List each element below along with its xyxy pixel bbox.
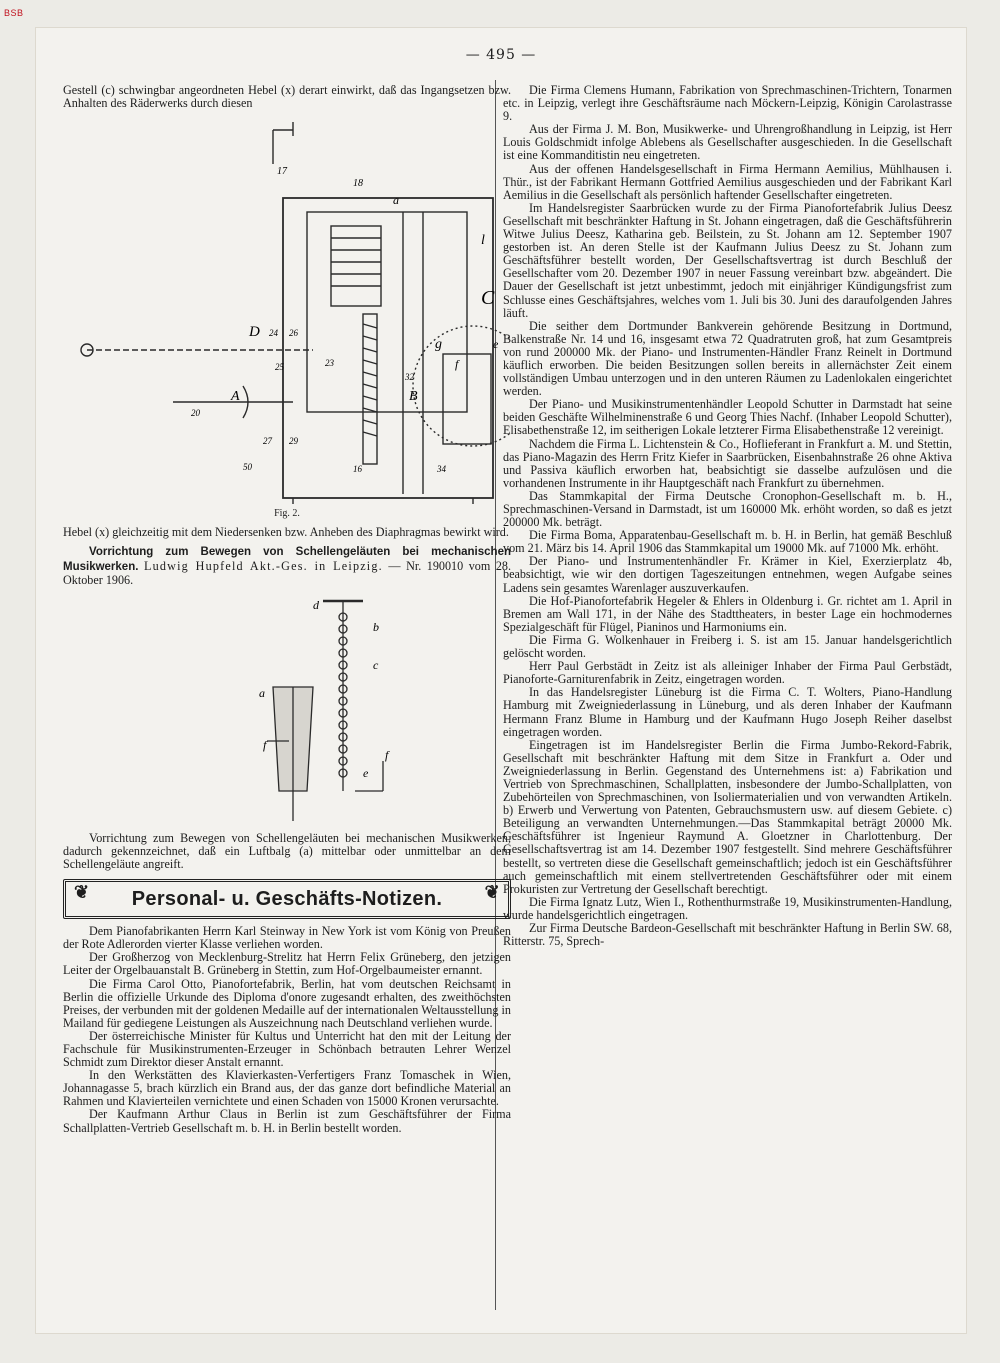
- notice-grueneberg: Der Großherzog von Mecklenburg-Strelitz hat Herrn Felix Grüneberg, den jetzigen Leiter der Orgelbauanstalt B. Grüneberg in Stettin, zum Hof-Orgelbaumeister ernannt.: [63, 950, 511, 978]
- bell-label-f2: f: [385, 747, 389, 762]
- bell-label-a: a: [259, 685, 265, 700]
- notice-claus: Der Kaufmann Arthur Claus in Berlin ist zum Geschäftsführer der Firma Schallplatten-Vertrieb Gesellschaft m. b. H. in Berlin bestellt worden.: [63, 1107, 511, 1135]
- bell-label-f1: f: [263, 737, 267, 752]
- fig2-label-26: 26: [289, 328, 298, 339]
- notice-tomaschek: In den Werkstätten des Klavierkasten-Verfertigers Franz Tomaschek in Wien, Johannagasse 5, brach kürzlich ein Brand aus, der das ganze dort befindliche Material an Rahmen und Klavierteilen vernichtete und einen Schaden von 15000 Kronen verursachte.: [63, 1068, 511, 1109]
- bell-label-b: b: [373, 619, 379, 634]
- page: [36, 28, 966, 1333]
- bell-label-e: e: [363, 765, 369, 780]
- fig2-label-l: l: [481, 233, 485, 249]
- library-tag: BSB: [4, 8, 24, 18]
- notice-hegeler-ehlers: Die Hof-Pianofortefabrik Hegeler & Ehlers in Oldenburg i. Gr. richtet am 1. April in Bremen am Wall 171, in der Nähe des Stadttheaters, in bester Lage ein hochmodernes Spezialgeschäft für Flügel, Pianinos und Harmoniums ein.: [503, 593, 952, 634]
- left-column: [63, 84, 511, 1135]
- right-column: [503, 84, 952, 948]
- fig2-label-29: 29: [289, 436, 298, 447]
- section-header-personal-notices: [63, 879, 511, 919]
- mechanism-drawing: [63, 114, 511, 504]
- notice-reinelt: Die seither dem Dortmunder Bankverein gehörende Besitzung in Dortmund, Balkenstraße Nr. 14 und 16, insgesamt etwa 72 Quadratruten groß, hat zum Gesamtpreis von rund 200000 Mk. der Piano- und Instrumenten-Händler Franz Reinelt in Dortmund käuflich erworben. Die beiden Besitzungen sollen bereits in allernächster Zeit einem vollständigen Umbau unterzogen und in den unteren Räumen zu Ladenlokalen eingerichtet werden.: [503, 318, 952, 399]
- fig2-label-27: 27: [263, 436, 272, 447]
- notice-bon: Aus der Firma J. M. Bon, Musikwerke- und Uhrengroßhandlung in Leipzig, ist Herr Louis Goldschmidt infolge Ablebens als Gesellschafter ausgeschieden. In die Gesellschaft ist eine Kommanditistin neu eingetreten.: [503, 122, 952, 163]
- fig2-label-32: 32: [405, 372, 414, 383]
- notice-steinway: Dem Pianofabrikanten Herrn Karl Steinway in New York ist vom König von Preußen der Rote Adlerorden vierter Klasse verliehen worden.: [63, 924, 511, 952]
- patent-description: Vorrichtung zum Bewegen von Schellengeläuten bei mechanischen Musikwerken, dadurch gekennzeichnet, daß ein Luftbalg (a) mittelbar oder unmittelbar an dem Schellengeläute angreift.: [63, 830, 511, 872]
- fig2-label-16: 16: [353, 464, 362, 475]
- fig2-label-g: g: [435, 337, 442, 353]
- fig2-label-50: 50: [243, 462, 252, 473]
- fig2-label-25: 25: [275, 362, 284, 373]
- notice-wolters: In das Handelsregister Lüneburg ist die Firma C. T. Wolters, Piano-Handlung Hamburg mit Zweigniederlassung in Lüneburg, und als deren Inhaber der Kaufmann Hermann Franz Blume in Hamburg und der Kaufmann Hugo Joseph Reiher daselbst eingetragen worden.: [503, 685, 952, 739]
- bell-mechanism-drawing: [63, 591, 511, 827]
- fig2-label-18: 18: [353, 178, 363, 190]
- notice-boma: Die Firma Boma, Apparatenbau-Gesellschaft m. b. H. in Berlin, hat gemäß Beschluß vom 21. März bis 14. April 1906 das Stammkapital um 19000 Mk. auf 71000 Mk. erhöht.: [503, 528, 952, 556]
- notice-schmidt: Der österreichische Minister für Kultus und Unterricht hat den mit der Leitung der Fachschule für Musikinstrumenten-Erzeuger in Schönbach betrauten Lehrer Wenzel Schmidt zum Direktor dieser Anstalt ernannt.: [63, 1028, 511, 1070]
- fig2-label-C: C: [481, 287, 495, 310]
- notice-wolkenhauer: Die Firma G. Wolkenhauer in Freiberg i. S. ist am 15. Januar handelsgerichtlich gelöscht worden.: [503, 632, 952, 661]
- fig2-label-f: f: [455, 357, 459, 372]
- notice-carol-otto: Die Firma Carol Otto, Pianofortefabrik, Berlin, hat vom deutschen Reichsamt in Berlin die offizielle Urkunde des Diploma d'onore zugesandt erhalten, des zweithöchsten Preises, der verbunden mit der goldenen Medaille auf der internationalen Weltausstellung in Mailand für gediegene Leistungen als Auszeichnung nach Deutschland verliehen wurde.: [63, 976, 511, 1030]
- fig2-label-17: 17: [277, 166, 287, 178]
- fig2-label-e: e: [493, 337, 499, 352]
- fig2-label-24: 24: [269, 328, 278, 339]
- patent-title: Vorrichtung zum Bewegen von Schellengeläuten bei mechanischen Musikwerken.: [63, 546, 511, 573]
- notice-jumbo-rekord: Eingetragen ist im Handelsregister Berlin die Firma Jumbo-Rekord-Fabrik, Gesellschaft mit beschränkter Haftung mit dem Sitze in Frankfurt a. Oder und Zweigniederlassung in Berlin. Gegenstand des Unternehmens ist: a) Fabrikation und Vertrieb von Sprechmaschinen, Schallplatten, insbesondere der Jumbo-Schallplatten, von Zubehörteilen von Sprechmaschinen, von Isoliermaterialien und von verwandten Artikeln. b) Erwerb und Verwertung von Patenten, Gebrauchsmustern usw. auf diesem Gebiete. c) Beteiligung an verwandten Unternehmungen.—Das Stammkapital beträgt 20000 Mk. Geschäftsführer ist Ingenieur Raymund A. Gloetzner in Charlottenburg. Der Gesellschaftsvertrag ist am 14. Dezember 1907 festgestellt. Sind mehrere Geschäftsführer bestellt, so vertreten diese die Gesellschaft gemeinschaftlich; jedoch ist ein Geschäftsführer auch gemeinschaftlich mit einem stellvertretenden Geschäftsführer oder mit einem Prokuristen zur Vertretung der Gesellschaft berechtigt.: [503, 737, 952, 896]
- notice-cronophon: Das Stammkapital der Firma Deutsche Cronophon-Gesellschaft m. b. H., Sprechmaschinen-Versand in Darmstadt, ist um 160000 Mk. erhöht worden, so daß es jetzt 200000 Mk. beträgt.: [503, 488, 952, 530]
- figure-caption: Fig. 2.: [274, 508, 300, 520]
- notice-aemilius: Aus der offenen Handelsgesellschaft in Firma Hermann Aemilius, Mühlhausen i. Thür., ist der Fabrikant Hermann Gottfried Aemilius ausgeschieden und der Fabrikant Karl Aemilius in die Gesellschaft als persönlich haftender Gesellschafter eingetreten.: [503, 161, 952, 202]
- page-number: — 495 —: [465, 47, 537, 63]
- patent-holder: Ludwig Hupfeld Akt.-Ges. in Leipzig.: [143, 558, 383, 573]
- bell-label-d: d: [313, 597, 319, 612]
- bell-label-c: c: [373, 657, 379, 672]
- notice-kraemer: Der Piano- und Instrumentenhändler Fr. Krämer in Kiel, Exerzierplatz 4b, beabsichtigt, wie wir den dortigen Tageszeitungen entnehmen, wegen Aufgabe seines Ladens sein gesamtes Warenlager auszuverkaufen.: [503, 554, 952, 595]
- patent-number: — Nr. 190010 vom 28. Oktober 1906.: [63, 558, 512, 587]
- notice-schutter: Der Piano- und Musikinstrumentenhändler Leopold Schutter in Darmstadt hat seine beiden Geschäfte Wilhelminenstraße 6 und Georg Thies Nachf. (Inhaber Leopold Schutter), Elisabethenstraße 12, im seitherigen Lokale letzterer Firma Elisabethenstraße 12 vereinigt.: [503, 397, 952, 438]
- fig2-label-34: 34: [437, 464, 446, 475]
- ornament-right-icon: ❦: [484, 882, 500, 903]
- ornament-left-icon: ❦: [74, 882, 90, 903]
- fig2-label-B: B: [409, 389, 418, 405]
- notice-lutz: Die Firma Ignatz Lutz, Wien I., Rothenthurmstraße 19, Musikinstrumenten-Handlung, wurde handelsgerichtlich eingetragen.: [503, 894, 952, 922]
- patent-entry: [63, 545, 511, 586]
- fig2-label-23: 23: [325, 358, 334, 369]
- section-title: Personal- u. Geschäfts-Notizen.: [131, 887, 443, 910]
- fig2-label-20: 20: [191, 408, 200, 419]
- notice-lichtenstein: Nachdem die Firma L. Lichtenstein & Co., Hoflieferant in Frankfurt a. M. und Stettin, das Piano-Magazin des Herrn Fritz Kiefer in Saarbrücken, Eisenbahnstraße 26 ohne Aktiva und Passiva käuflich erworben hat, beabsichtigt sie dasselbe aufzulösen und die vorhandenen Instrumente in ihr Hauptgeschäft nach Frankfurt zu übernehmen.: [503, 436, 952, 490]
- notice-bardeon: Zur Firma Deutsche Bardeon-Gesellschaft mit beschränkter Haftung in Berlin SW. 68, Ritterstr. 75, Sprech-: [503, 921, 952, 949]
- fig2-label-D: D: [249, 324, 260, 341]
- figure-2: [63, 114, 511, 520]
- figure-bell-mechanism: [63, 591, 511, 830]
- left-after-figure: Hebel (x) gleichzeitig mit dem Niedersenken bzw. Anheben des Diaphragmas bewirkt wird.: [63, 525, 509, 540]
- notice-gerbstaedt: Herr Paul Gerbstädt in Zeitz ist als alleiniger Inhaber der Firma Paul Gerbstädt, Pianoforte-Garniturenfabrik in Zeitz, eingetragen worden.: [503, 659, 952, 687]
- notice-humann: Die Firma Clemens Humann, Fabrikation von Sprechmaschinen-Trichtern, Tonarmen etc. in Leipzig, verlegt ihre Geschäftsräume nach Möckern-Leipzig, Königin Carolastrasse 9.: [503, 83, 952, 124]
- left-intro: Gestell (c) schwingbar angeordneten Hebel (x) derart einwirkt, daß das Ingangsetzen bzw. Anhalten des Räderwerks durch diesen: [63, 83, 511, 111]
- fig2-label-A: A: [231, 389, 240, 405]
- fig2-label-a: a: [393, 193, 399, 208]
- notice-deesz: Im Handelsregister Saarbrücken wurde zu der Firma Pianofortefabrik Julius Deesz Gesellschaft mit beschränkter Haftung in St. Johann eingetragen, daß die Geschäftsführerin Witwe Julius Deesz, Katharina geb. Beilstein, zu St. Johann am 12. September 1907 gestorben ist. An deren Stelle ist der Kaufmann Julius Deesz zu St. Johann zum Geschäftsführer bestellt worden, Der Gesellschaftsvertrag ist durch Beschluß der Gesellschafter vom 20. Dezember 1907 in neuer Fassung vereinbart bzw. abgeändert. Die Dauer der Gesellschaft ist jetzt unbestimmt, jedoch mit einjähriger Kündigungsfrist zum Schlusse eines Geschäftsjahres, welches vom 1. Juli bis 30. Juni des daraufolgenden Jahres läuft.: [503, 200, 952, 320]
